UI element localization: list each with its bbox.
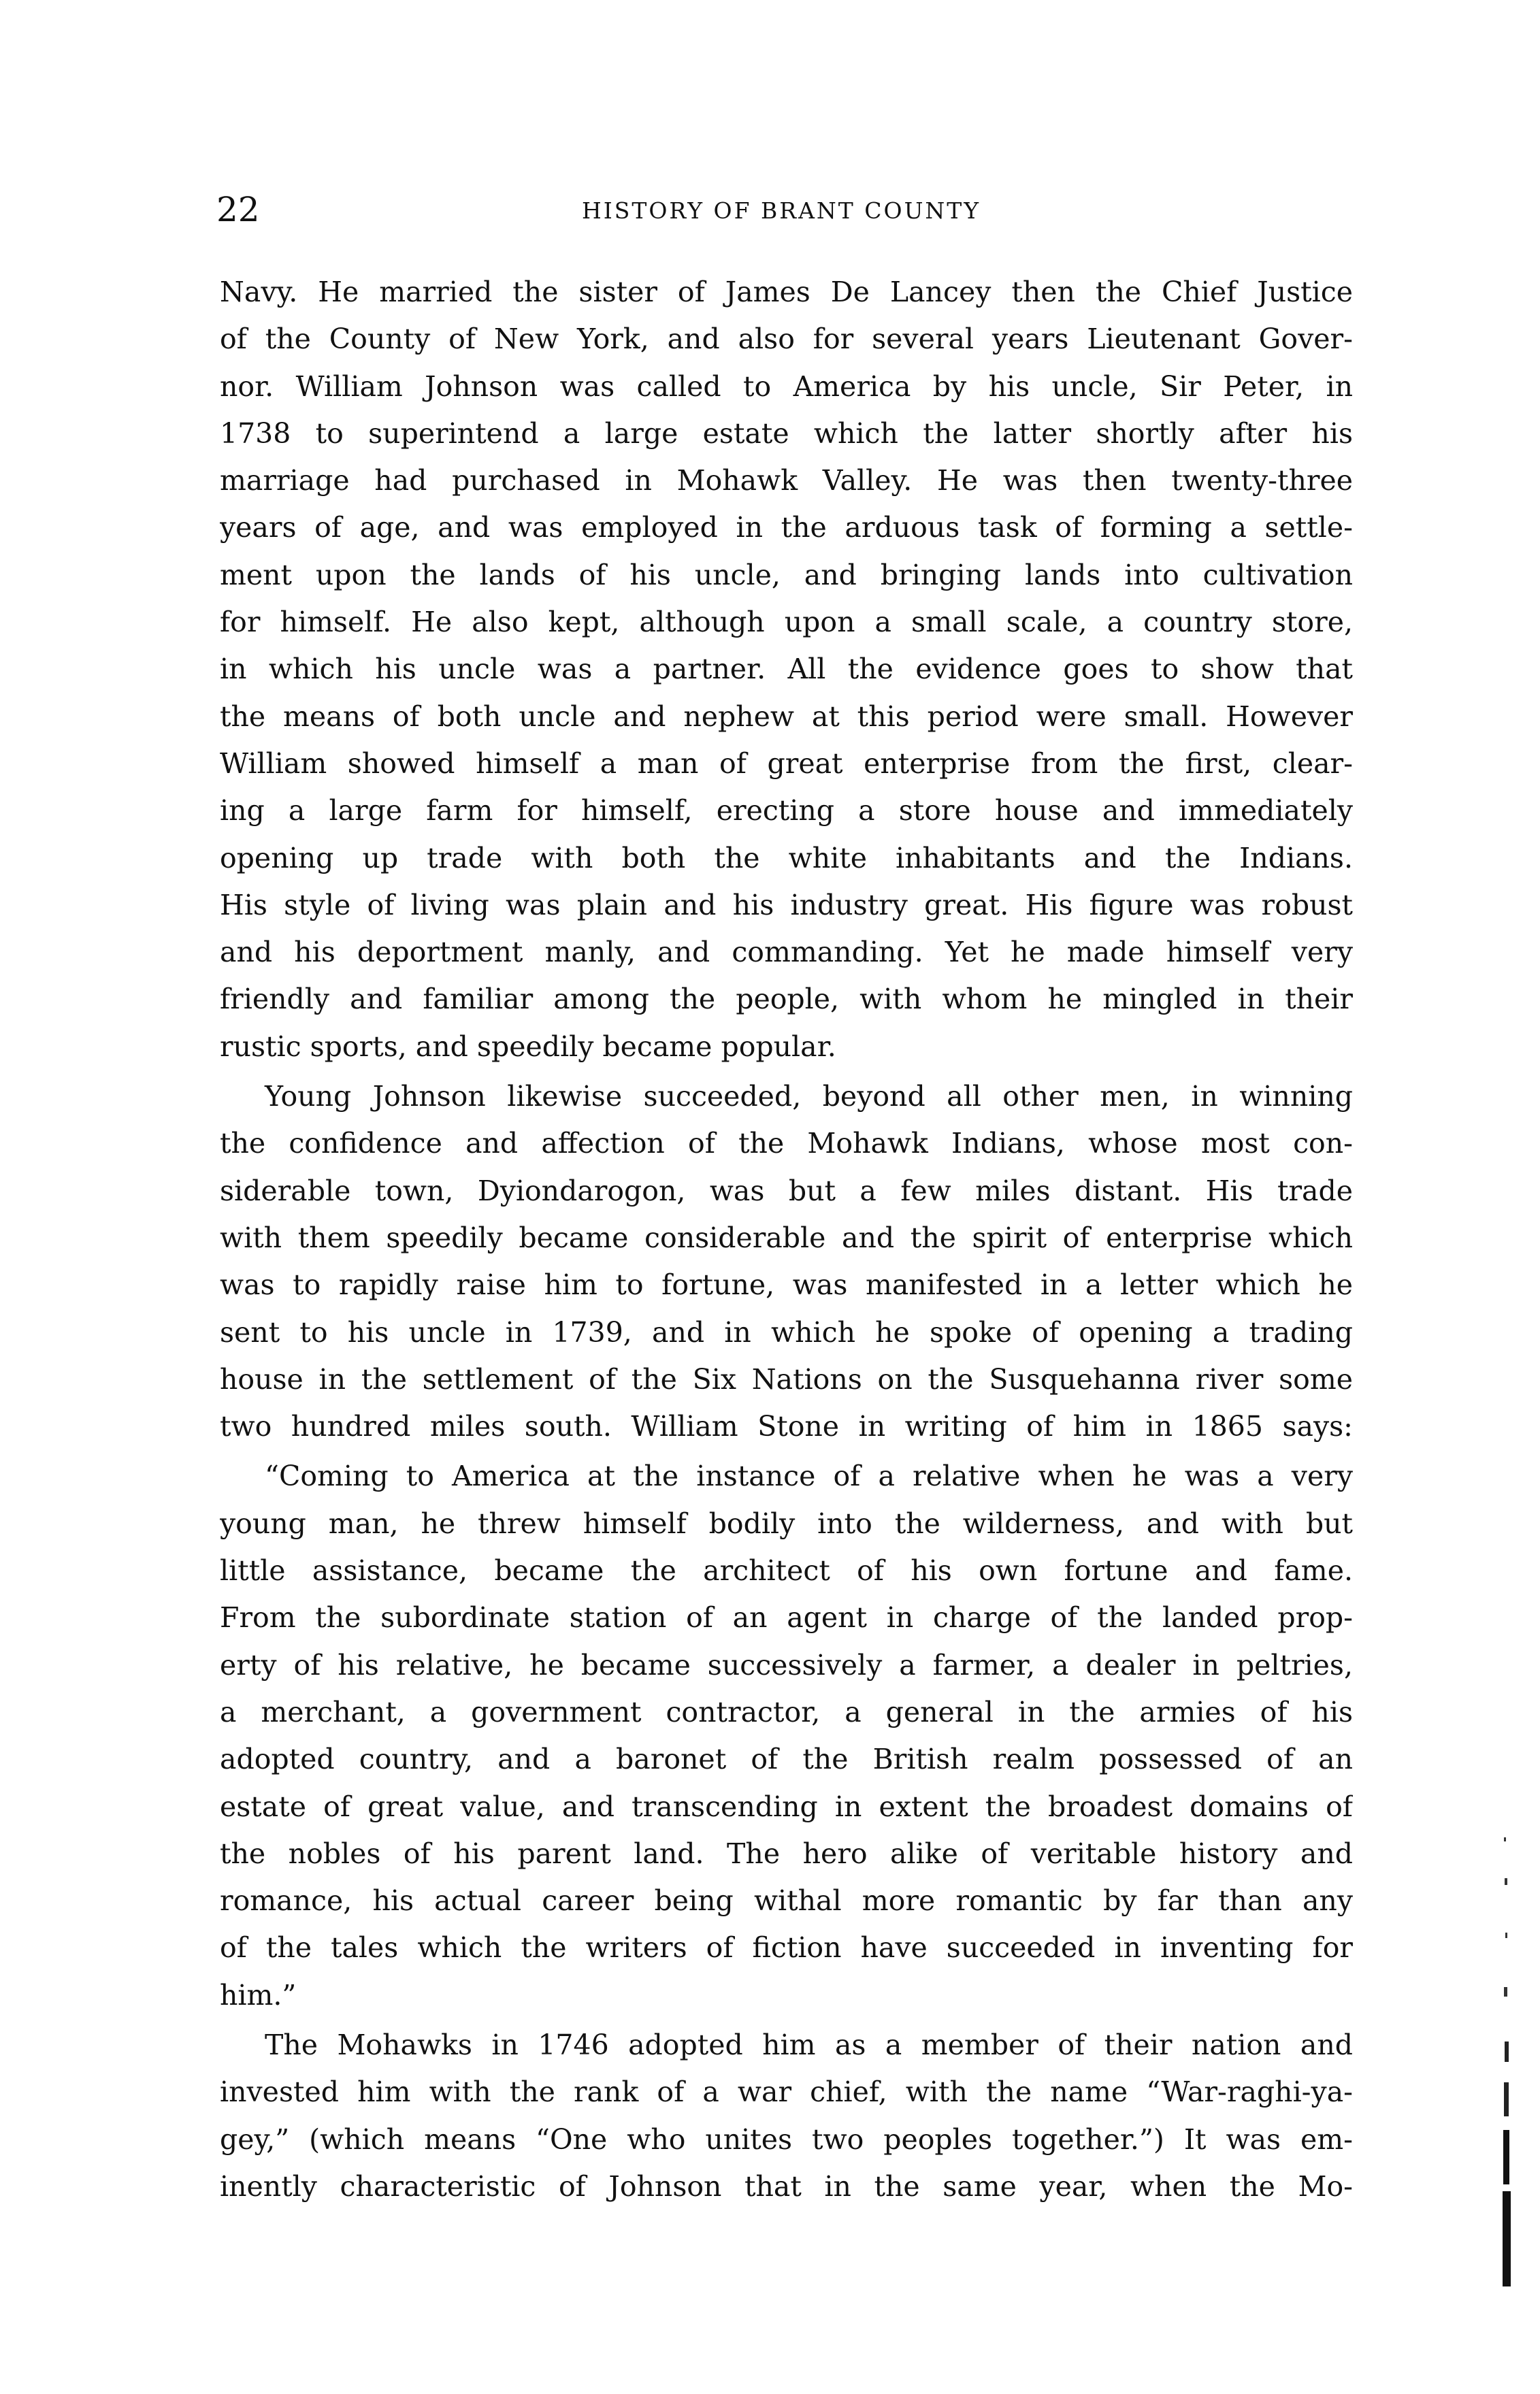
text-line: marriage had purchased in Mohawk Valley. He was then twenty-three <box>220 464 1353 497</box>
text-line: years of age, and was employed in the arduous task of forming a settle- <box>220 511 1353 544</box>
text-line: adopted country, and a baronet of the British realm possessed of an <box>220 1743 1353 1776</box>
page-number: 22 <box>216 190 260 229</box>
text-line: young man, he threw himself bodily into the wilderness, and with but <box>220 1507 1353 1540</box>
text-line: opening up trade with both the white inhabitants and the Indians. <box>220 841 1353 874</box>
text-line: the means of both uncle and nephew at this period were small. However <box>220 700 1353 733</box>
text-line: nor. William Johnson was called to America by his uncle, Sir Peter, in <box>220 370 1353 403</box>
text-line: friendly and familiar among the people, with whom he mingled in their <box>220 983 1353 1016</box>
text-line: gey,” (which means “One who unites two peoples together.”) It was em- <box>220 2122 1353 2156</box>
text-line: ment upon the lands of his uncle, and bringing lands into cultivation <box>220 558 1353 591</box>
body-text <box>220 269 1353 2210</box>
text-line: William showed himself a man of great enterprise from the first, clear- <box>220 747 1353 780</box>
text-line: inently characteristic of Johnson that in the same year, when the Mo- <box>220 2169 1353 2203</box>
block-quote <box>220 1453 1353 2019</box>
text-line: rustic sports, and speedily became popular. <box>220 1030 836 1063</box>
text-line: two hundred miles south. William Stone in writing of him in 1865 says: <box>220 1410 1353 1443</box>
text-line: the nobles of his parent land. The hero alike of veritable history and <box>220 1837 1353 1870</box>
text-line: in which his uncle was a partner. All the evidence goes to show that <box>220 653 1353 686</box>
text-line: a merchant, a government contractor, a general in the armies of his <box>220 1695 1353 1728</box>
text-line: of the County of New York, and also for several years Lieutenant Gover- <box>220 323 1353 356</box>
page-header <box>216 189 1346 230</box>
text-line: erty of his relative, he became successively a farmer, a dealer in peltries, <box>220 1648 1353 1682</box>
text-line: invested him with the rank of a war chief, with the name “War-raghi-ya- <box>220 2076 1353 2109</box>
text-line: with them speedily became considerable and the spirit of enterprise which <box>220 1221 1353 1254</box>
text-line: siderable town, Dyiondarogon, was but a few miles distant. His trade <box>220 1174 1353 1207</box>
text-line: Young Johnson likewise succeeded, beyond all other men, in winning <box>265 1080 1353 1113</box>
text-line: His style of living was plain and his industry great. His figure was robust <box>220 888 1353 921</box>
paragraph <box>220 2022 1353 2210</box>
text-line: From the subordinate station of an agent in charge of the landed prop- <box>220 1601 1353 1635</box>
text-line: The Mohawks in 1746 adopted him as a member of their nation and <box>265 2028 1353 2061</box>
text-line: and his deportment manly, and commanding. Yet he made himself very <box>220 936 1353 969</box>
paragraph <box>220 269 1353 1070</box>
text-line: house in the settlement of the Six Nations on the Susquehanna river some <box>220 1362 1353 1396</box>
text-line: ing a large farm for himself, erecting a store house and immediately <box>220 794 1353 827</box>
text-line: of the tales which the writers of fiction have succeeded in inventing for <box>220 1931 1353 1965</box>
running-head: HISTORY OF BRANT COUNTY <box>581 197 981 224</box>
text-line: 1738 to superintend a large estate which the latter shortly after his <box>220 416 1353 450</box>
text-line: romance, his actual career being withal more romantic by far than any <box>220 1884 1353 1918</box>
text-line: “Coming to America at the instance of a relative when he was a very <box>265 1460 1353 1493</box>
text-line: was to rapidly raise him to fortune, was manifested in a letter which he <box>220 1268 1353 1302</box>
paragraph <box>220 1073 1353 1450</box>
text-line: for himself. He also kept, although upon a small scale, a country store, <box>220 606 1353 639</box>
text-line: little assistance, became the architect of his own fortune and fame. <box>220 1554 1353 1588</box>
scan-edge-marks <box>1497 1837 1518 2300</box>
text-line: the confidence and affection of the Mohawk Indians, whose most con- <box>220 1127 1353 1160</box>
text-line: him.” <box>220 1978 297 2012</box>
text-line: estate of great value, and transcending in extent the broadest domains of <box>220 1790 1353 1823</box>
text-line: sent to his uncle in 1739, and in which he spoke of opening a trading <box>220 1315 1353 1349</box>
text-line: Navy. He married the sister of James De Lancey then the Chief Justice <box>220 276 1353 308</box>
